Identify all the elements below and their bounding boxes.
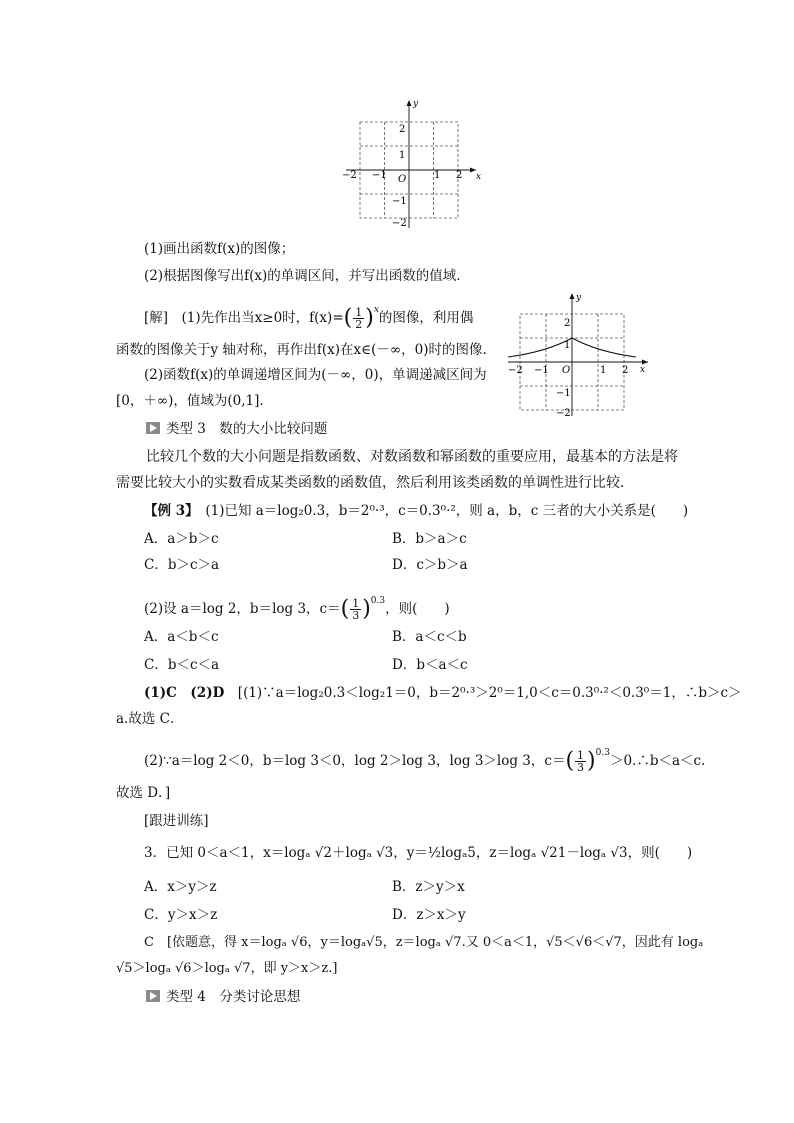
tick-y-m1: −1 [392, 196, 407, 207]
tick-x-2: 2 [456, 170, 463, 181]
follow-up-training: [跟进训练] [144, 813, 209, 829]
origin-label: O [398, 174, 407, 185]
intro-line-2: 需要比较大小的实数看成某类函数的函数值，然后利用该类函数的单调性进行比较． [116, 475, 634, 491]
x-axis-label: x [476, 172, 482, 182]
y-axis-label: y [413, 99, 419, 109]
option-c2: C．b＜c＜a [144, 657, 220, 673]
tick-y-1: 1 [564, 340, 571, 351]
tick-x-m2: −2 [508, 365, 523, 376]
solution-line-4: [0，＋∞)，值域为(0,1]. [116, 393, 264, 409]
answer-3-line-4: 故选 D．] [116, 785, 171, 801]
option-b: B．b＞a＞c [392, 531, 467, 547]
function-graph-2 [506, 290, 656, 418]
option-d2: D．b＜a＜c [392, 657, 468, 673]
tick-x-m2: −2 [342, 170, 357, 181]
y-axis-label: y [576, 293, 582, 303]
question-3: 3．已知 0＜a＜1，x＝logₐ √2＋logₐ √3，y＝½logₐ5，z＝logₐ √21－logₐ √3，则( ) [144, 845, 693, 861]
axes-figure-1 [336, 94, 486, 234]
q3-option-d: D．z＞x＞y [392, 907, 466, 923]
section-type-3: 类型 3 数的大小比较问题 [146, 420, 327, 438]
tick-x-m1: −1 [534, 365, 549, 376]
option-a: A．a＞b＞c [144, 531, 219, 547]
option-a2: A．a＜b＜c [144, 629, 219, 645]
solution-line-3: (2)函数f(x)的单调递增区间为(－∞，0)，单调递减区间为 [144, 367, 487, 383]
section-type-4: 类型 4 分类讨论思想 [146, 988, 300, 1006]
answer-3-line-2: a.故选 C． [116, 711, 184, 727]
tick-x-1: 1 [600, 365, 607, 376]
solution-line-1: [解] (1)先作出当x≥0时，f(x)=( $\frac{1}{2}$ )$^x$的图像，利用偶 [144, 305, 474, 331]
answer-3-line-1: (1)C (2)D [(1)∵a＝log₂0.3＜log₂1＝0，b＝2⁰·³＞2⁰＝1,0＜c＝0.3⁰·²＜0.3⁰＝1，∴b＞c＞ [144, 685, 742, 701]
tick-y-2: 2 [564, 318, 571, 329]
curve-right [572, 338, 636, 357]
example-3-part-2: (2)设 a＝log 2，b＝log 3，c＝( $\frac{1}{3}$ )$^{0.3}$，则( ) [144, 596, 450, 622]
tick-y-m2: −2 [556, 408, 571, 418]
origin-label: O [562, 365, 571, 376]
tick-x-2: 2 [622, 365, 629, 376]
q3-answer-line-1: C [依题意，得 x＝logₐ √6，y＝logₐ√5，z＝logₐ √7.又 0＜a＜1，√5＜√6＜√7，因此有 logₐ [144, 935, 704, 950]
q3-answer-line-2: √5＞logₐ √6＞logₐ √7，即 y＞x＞z.] [116, 961, 338, 976]
tick-x-m1: −1 [372, 170, 387, 181]
option-b2: B．a＜c＜b [392, 629, 467, 645]
tick-x-1: 1 [434, 170, 441, 181]
option-d: D．c＞b＞a [392, 557, 468, 573]
curve-left [508, 338, 572, 357]
x-axis-label: x [640, 365, 646, 375]
q3-option-c: C．y＞x＞z [144, 907, 218, 923]
q3-option-b: B．z＞y＞x [392, 879, 465, 895]
answer-3-line-3: (2)∵a＝log 2＜0，b＝log 3＜0，log 2＞log 3，log 3＞log 3，c＝( $\frac{1}{3}$ )$^{0.3}$＞0.∴b＜a＜c. [144, 748, 706, 774]
tick-y-1: 1 [399, 150, 406, 161]
intro-line-1: 比较几个数的大小问题是指数函数、对数函数和幂函数的重要应用，最基本的方法是将 [146, 449, 678, 465]
play-tag-icon [146, 422, 160, 434]
play-tag-icon [146, 990, 160, 1002]
question-2: (2)根据图像写出f(x)的单调区间，并写出函数的值域． [144, 268, 470, 284]
question-1: (1)画出函数f(x)的图像； [144, 241, 295, 257]
tick-y-2: 2 [399, 124, 406, 135]
tick-y-m2: −2 [392, 218, 407, 229]
q3-option-a: A．x＞y＞z [144, 879, 217, 895]
tick-y-m1: −1 [556, 388, 571, 399]
example-3-line: 【例 3】 (1)已知 a＝log₂0.3，b＝2⁰·³，c＝0.3⁰·²，则 a，b，c 三者的大小关系是( ) [144, 503, 689, 519]
option-c: C．b＞c＞a [144, 557, 220, 573]
solution-line-2: 函数的图像关于y 轴对称，再作出f(x)在x∈(－∞，0)时的图像. [116, 342, 487, 358]
